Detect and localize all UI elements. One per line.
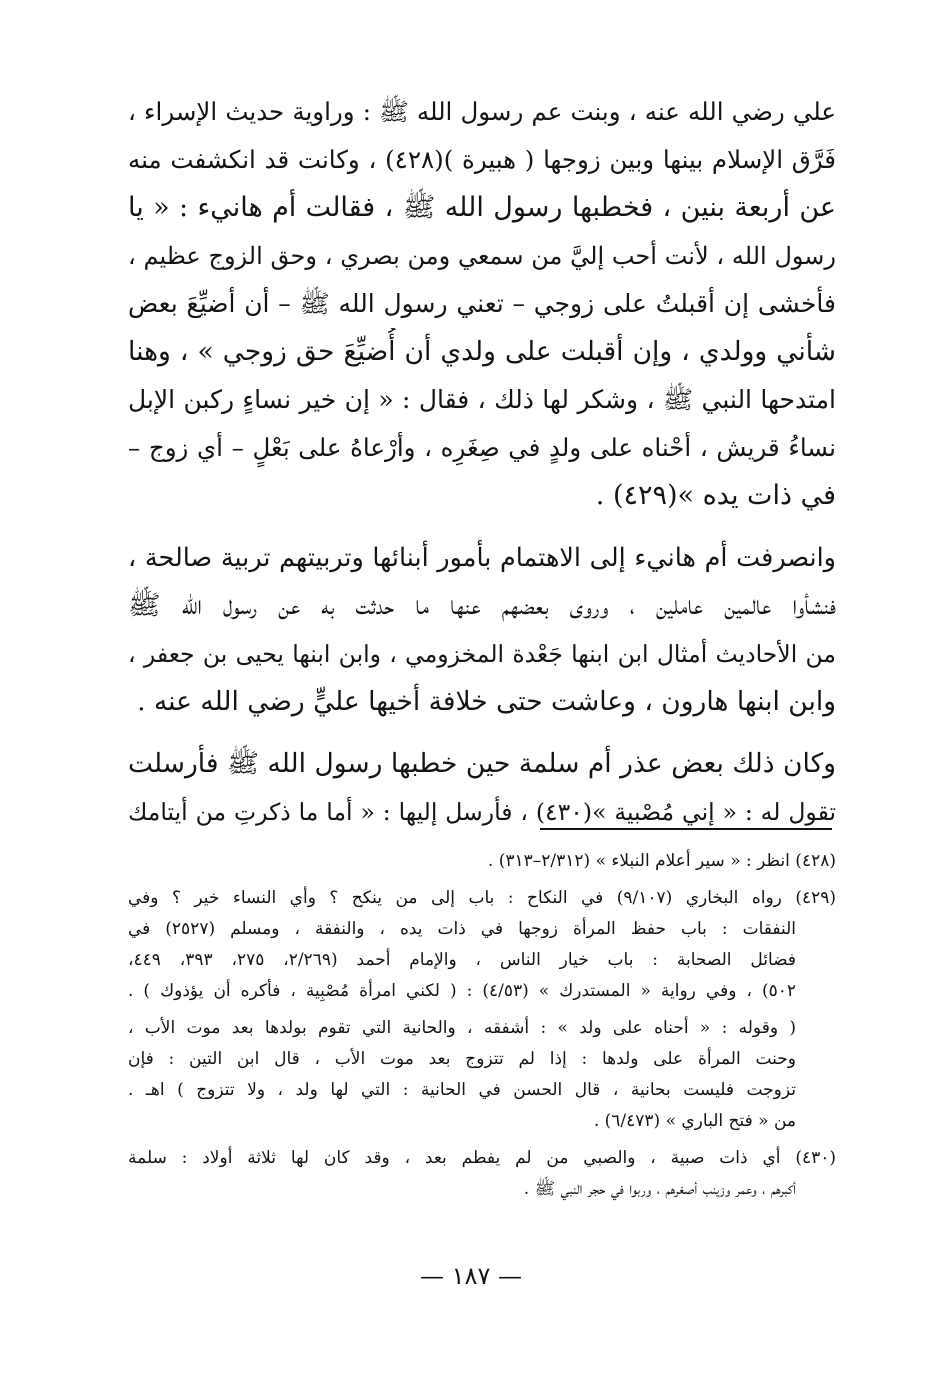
text-line: نساءُ قريش ، أحْناه على ولدٍ في صِغَرِه ، وأرْعاهُ على بَعْلٍ – أي زوج – [128,433,836,462]
text-line: وكان ذلك بعض عذر أم سلمة حين خطبها رسول الله ﷺ فأرسلت [128,748,836,779]
footnote-line: أكبرهم ، وعمر وزينب أصغرهم ، وربوا في حجر النبي ﷺ . [523,1179,796,1199]
footnote-line: وحنت المرأة على ولدها : إذا لم تتزوج بعد موت الأب ، قال ابن التين : فإن [128,1049,796,1069]
footnote-line: تزوجت فليست بحانية ، قال الحسن في الحانية : التي لها ولد ، ولا تتزوج ) اهـ . [128,1080,796,1100]
text-line: فأخشى إن أقبلتُ على زوجي – تعني رسول الله ﷺ – أن أضيِّعَ بعض [128,289,836,318]
footnote-line: ٥٠٢) ، وفي رواية « المستدرك » (٤/٥٣) : ( لكني امرأة مُصْبِية ، فأكره أن يؤذوك ) . [128,981,796,1001]
text-line: عن أربعة بنين ، فخطبها رسول الله ﷺ ، فقالت أم هانيء : « يا [128,192,836,223]
page-number: — ١٨٧ — [420,1262,522,1290]
footnote-line: (٤٢٨) انظر : « سير أعلام النبلاء » (٢/٣١٢–٣١٣) . [487,851,836,871]
footnote-line: (٤٣٠) أي ذات صبية ، والصبي من لم يفطم بعد ، وقد كان لها ثلاثة أولاد : سلمة [128,1148,836,1168]
text-line: فنشأوا عالمين عاملين ، وروى بعضهم عنها ما حدثت به عن رسول الله ﷺ [128,590,836,621]
main-text [128,88,836,836]
text-line: في ذات يده »(٤٢٩) . [595,480,836,511]
text-line: امتدحها النبي ﷺ ، وشكر لها ذلك ، فقال : « إن خير نساءٍ ركبن الإبل [128,385,836,414]
footnote-line: ( وقوله : « أحناه على ولد » : أشفقه ، والحانية التي تقوم بولدها بعد موت الأب ، [128,1018,796,1038]
text-line: علي رضي الله عنه ، وبنت عم رسول الله ﷺ : وراوية حديث الإسراء ، [128,97,836,126]
text-line: شأني وولدي ، وإن أقبلت على ولدي أن أُضيِّعَ حق زوجي » ، وهنا [128,336,836,367]
text-line: فَرَّق الإسلام بينها وبين زوجها ( هبيرة )(٤٢٨) ، وكانت قد انكشفت منه [128,145,836,174]
text-line: من الأحاديث أمثال ابن ابنها جَعْدة المخزومي ، وابن ابنها يحيى بن جعفر ، [128,640,836,668]
text-line: تقول له : « إني مُصْبية »(٤٣٠) ، فأرسل إليها : « أما ما ذكرتِ من أيتامك [128,798,836,826]
text-line: وابن ابنها هارون ، وعاشت حتى خلافة أخيها عليٍّ رضي الله عنه . [137,686,836,717]
footnote-line: النفقات : باب حفظ المرأة زوجها في ذات يده ، والنفقة ، ومسلم (٢٥٢٧) في [128,919,796,939]
text-line: وانصرفت أم هانيء إلى الاهتمام بأمور أبنائها وتربيتهم تربية صالحة ، [128,543,836,573]
footnote-line: من « فتح الباري » (٦/٤٧٣) . [593,1111,796,1131]
footnote-separator [540,828,832,830]
text-line: رسول الله ، لأنت أحب إليَّ من سمعي ومن بصري ، وحق الزوج عظيم ، [128,242,836,270]
footnote-line: فضائل الصحابة : باب خيار الناس ، والإمام أحمد (٢/٢٦٩، ٢٧٥، ٣٩٣، ٤٤٩، [128,950,797,970]
footnotes [128,846,836,1205]
footnote-line: (٤٢٩) رواه البخاري (٩/١٠٧) في النكاح : باب إلى من ينكح ؟ وأي النساء خير ؟ وفي [128,888,836,908]
